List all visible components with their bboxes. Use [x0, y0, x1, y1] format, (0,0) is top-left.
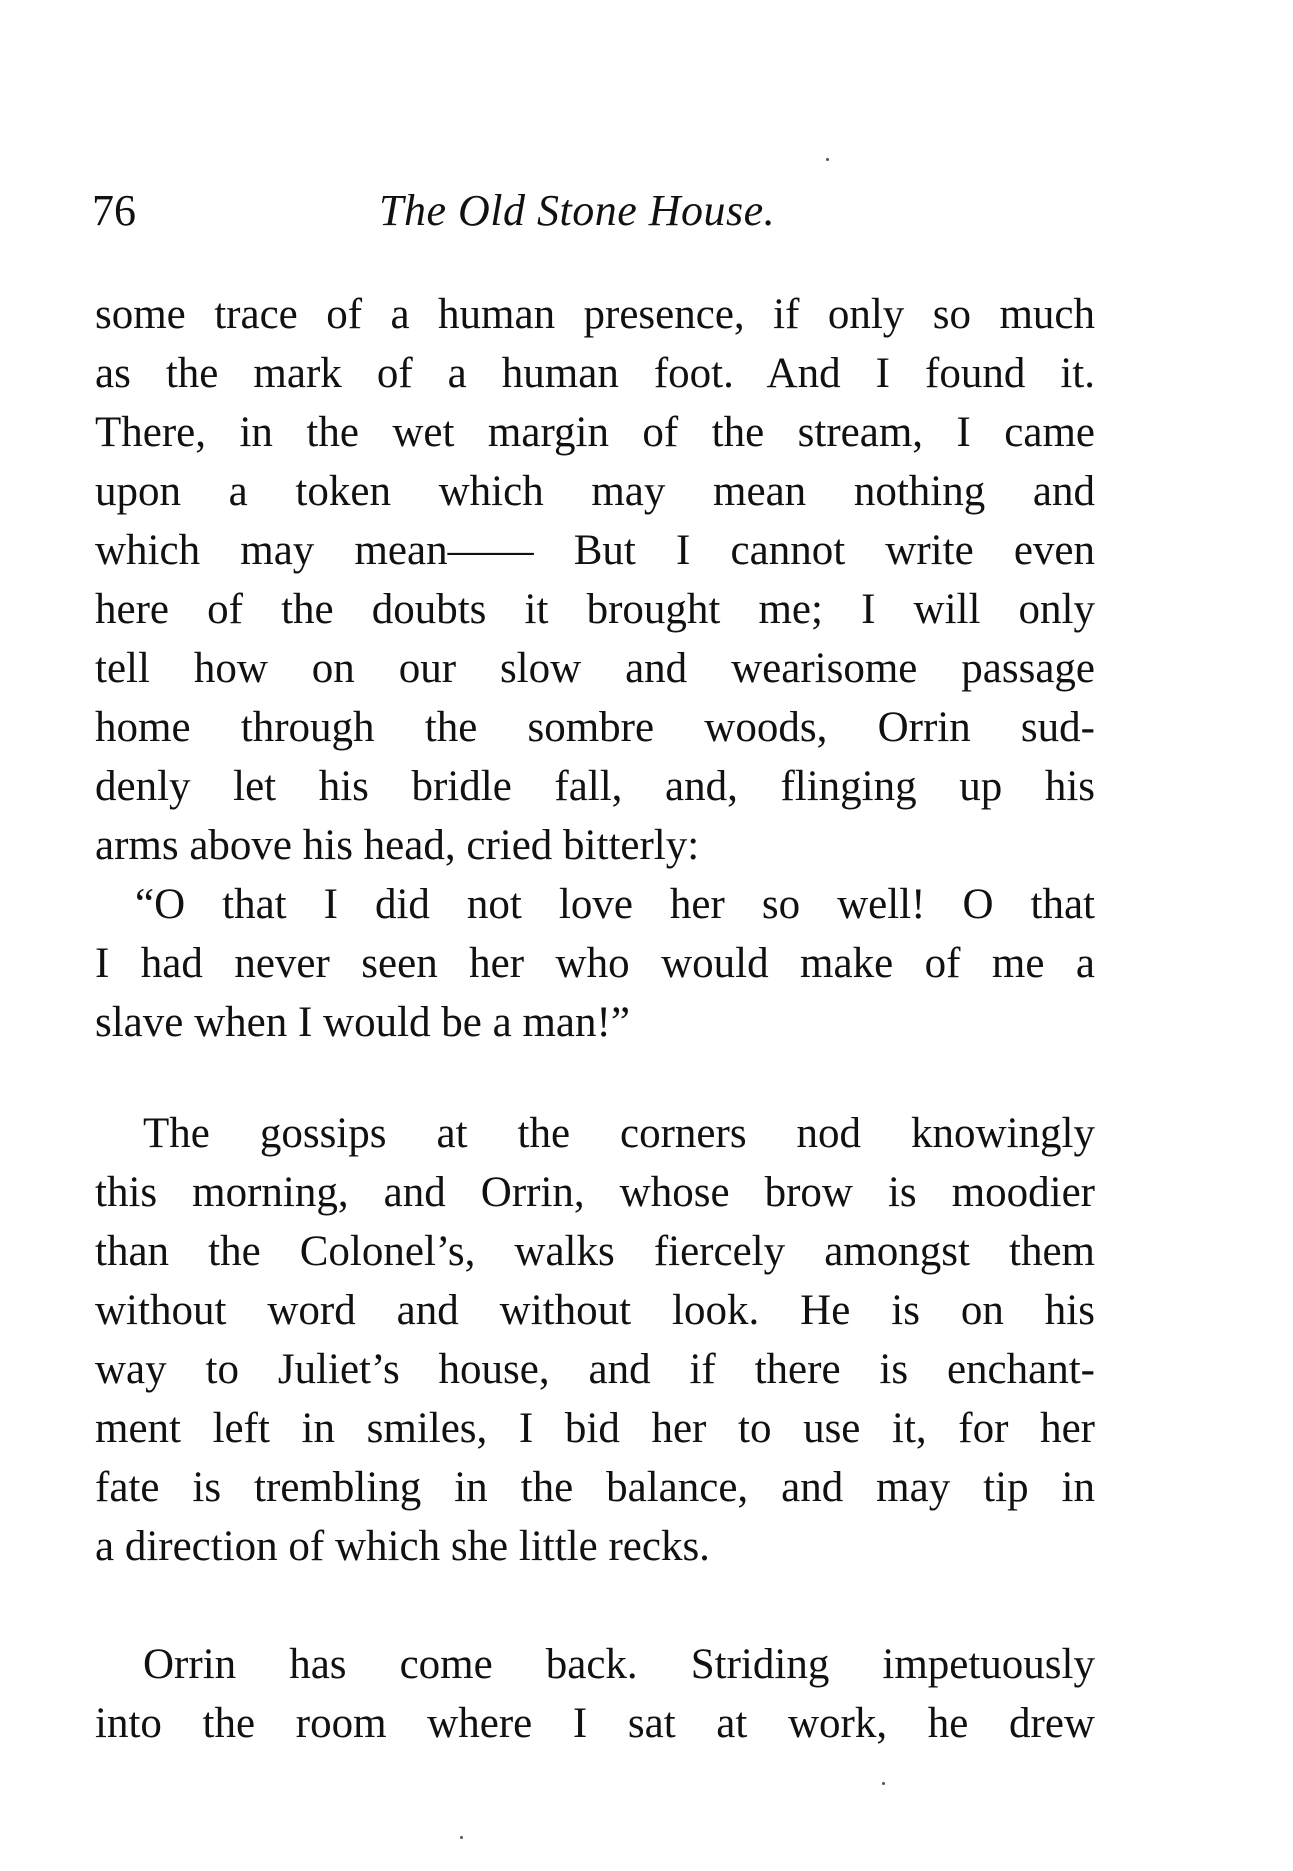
- paper-speck: [882, 1782, 885, 1785]
- text-line: tell how on our slow and wearisome passage: [95, 645, 1095, 692]
- text-line: “O that I did not love her so well! O that: [135, 881, 1095, 928]
- text-line: I had never seen her who would make of me a: [95, 940, 1095, 987]
- text-line: some trace of a human presence, if only so much: [95, 291, 1095, 338]
- text-line: fate is trembling in the balance, and may tip in: [95, 1464, 1095, 1511]
- text-line: which may mean—— But I cannot write even: [95, 527, 1095, 574]
- text-line: slave when I would be a man!”: [95, 999, 630, 1046]
- paragraph-1: [95, 285, 1095, 1052]
- text-line: than the Colonel’s, walks fiercely amongst them: [95, 1228, 1095, 1275]
- text-line: this morning, and Orrin, whose brow is moodier: [95, 1169, 1095, 1216]
- paragraph-2: [95, 1104, 1095, 1576]
- page-header: [92, 186, 1092, 246]
- paper-speck: [460, 1836, 463, 1839]
- paper-speck: [826, 158, 829, 161]
- text-line: arms above his head, cried bitterly:: [95, 822, 700, 869]
- text-line: home through the sombre woods, Orrin sud-: [95, 704, 1095, 751]
- text-line: way to Juliet’s house, and if there is enchant-: [95, 1346, 1095, 1393]
- text-line: upon a token which may mean nothing and: [95, 468, 1095, 515]
- text-line: here of the doubts it brought me; I will only: [95, 586, 1095, 633]
- text-line: denly let his bridle fall, and, flinging up his: [95, 763, 1095, 810]
- page-number: 76: [92, 186, 136, 235]
- text-line: a direction of which she little recks.: [95, 1523, 710, 1570]
- text-line: without word and without look. He is on his: [95, 1287, 1095, 1334]
- text-line: Orrin has come back. Striding impetuously: [143, 1641, 1095, 1688]
- running-title: The Old Stone House.: [379, 186, 776, 235]
- text-line: ment left in smiles, I bid her to use it, for her: [95, 1405, 1095, 1452]
- text-line: into the room where I sat at work, he drew: [95, 1700, 1095, 1747]
- text-line: as the mark of a human foot. And I found it.: [95, 350, 1095, 397]
- text-line: The gossips at the corners nod knowingly: [143, 1110, 1095, 1157]
- paragraph-3: [95, 1635, 1095, 1753]
- text-line: There, in the wet margin of the stream, I came: [95, 409, 1095, 456]
